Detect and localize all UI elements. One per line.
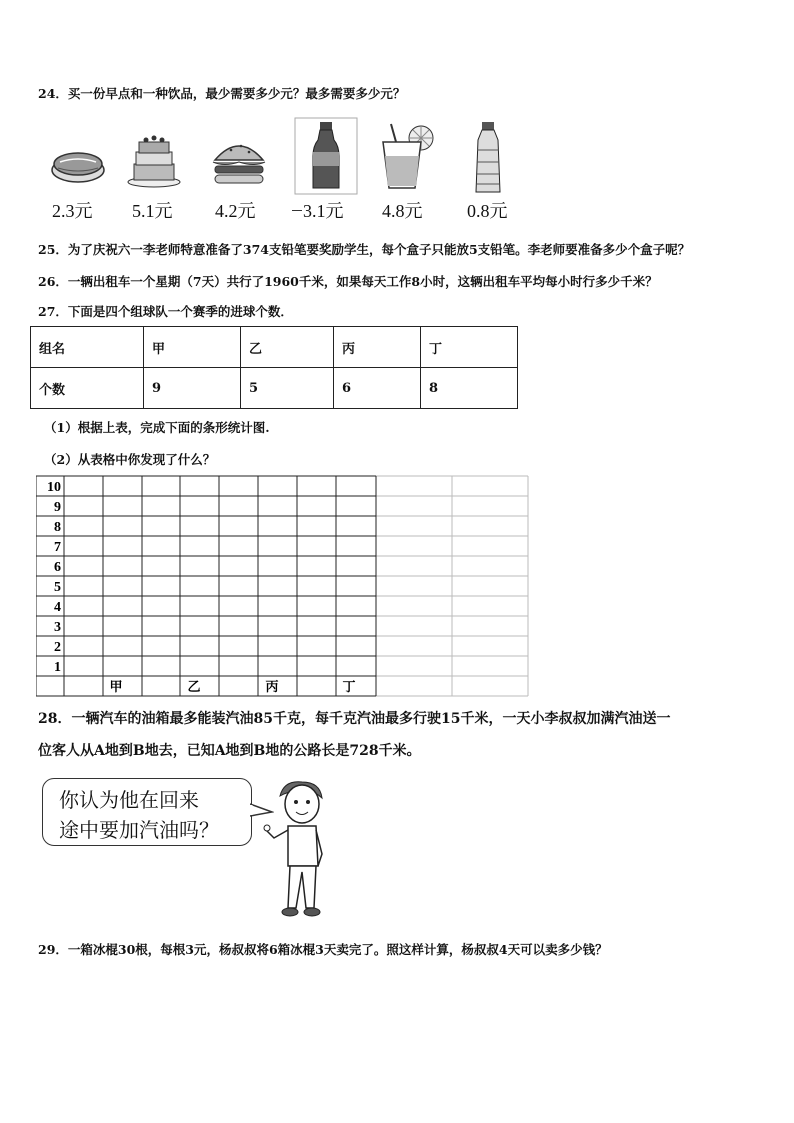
x-category-label: 丁 [342,680,356,695]
drink-picture [286,116,366,196]
price-juice: 4.8元 [382,201,423,221]
y-tick-label: 7 [54,540,61,555]
question-26: 26．一辆出租车一个星期（7天）共行了1960千米，如果每天工作8小时，这辆出租车平均每小时行多少千米？ [38,274,658,289]
table-cell: 个数 [31,368,144,409]
y-tick-label: 5 [54,580,61,595]
bread-picture [38,120,118,190]
price-drink: 3.1元 [303,201,344,221]
juice-picture [366,120,446,192]
question-24: 24．买一份早点和一种饮品，最少需要多少元？最多需要多少元？ [38,86,406,101]
table-cell: 8 [421,368,518,409]
y-tick-label: 10 [47,480,61,495]
burger-picture [199,120,279,190]
table-cell: 丁 [421,327,518,368]
juice-glass-icon [371,120,441,192]
price-bread: 2.3元 [52,201,93,221]
table-cell: 6 [334,368,421,409]
bar-chart-grid [36,474,530,698]
cake-icon [124,120,184,190]
price-water: 0.8元 [467,201,508,221]
y-tick-label: 4 [54,600,61,615]
question-25: 25．为了庆祝六一李老师特意准备了374支铅笔要奖励学生，每个盒子只能放5支铅笔。李老师要准备多少个盒子呢？ [38,242,691,257]
y-tick-label: 9 [54,500,61,515]
table-cell: 组名 [31,327,144,368]
y-tick-label: 8 [54,520,61,535]
table-cell: 乙 [241,327,334,368]
table-cell: 5 [241,368,334,409]
sub-question-2: （2）从表格中你发现了什么？ [44,452,216,467]
y-tick-label: 1 [54,660,61,675]
table-cell: 9 [144,368,241,409]
question-28-line1: 28．一辆汽车的油箱最多能装汽油85千克，每千克汽油最多行驶15千米，一天小李叔叔加满汽油送一 [38,711,671,727]
bubble-line-1: 你认为他在回来 [59,788,199,812]
x-category-label: 乙 [187,680,201,695]
water-bottle-icon [458,118,518,196]
y-tick-label: 2 [54,640,61,655]
price-cake: 5.1元 [132,201,173,221]
price-dash [292,210,302,211]
bubble-line-2: 途中要加汽油吗？ [59,818,219,842]
question-27: 27．下面是四个组球队一个赛季的进球个数． [38,304,293,319]
x-category-label: 丙 [265,680,279,695]
table-row [31,368,518,409]
table-cell: 甲 [144,327,241,368]
table-header-row [31,327,518,368]
water-picture [448,118,528,196]
boy-illustration [262,780,334,920]
speech-bubble [42,778,252,846]
burger-icon [209,120,269,190]
goals-table [30,326,518,409]
bread-icon [48,120,108,190]
y-tick-label: 6 [54,560,61,575]
cake-picture [114,120,194,190]
soda-bottle-icon [291,116,361,196]
sub-question-1: （1）根据上表，完成下面的条形统计图. [44,420,270,435]
question-28-line2: 位客人从A地到B地去，已知A地到B地的公路长是728千米。 [38,743,421,759]
x-category-label: 甲 [109,680,123,695]
question-29: 29．一箱冰棍30根，每根3元，杨叔叔将6箱冰棍3天卖完了。照这样计算，杨叔叔4天可以卖多少钱？ [38,942,608,957]
y-tick-label: 3 [54,620,61,635]
table-cell: 丙 [334,327,421,368]
price-burger: 4.2元 [215,201,256,221]
